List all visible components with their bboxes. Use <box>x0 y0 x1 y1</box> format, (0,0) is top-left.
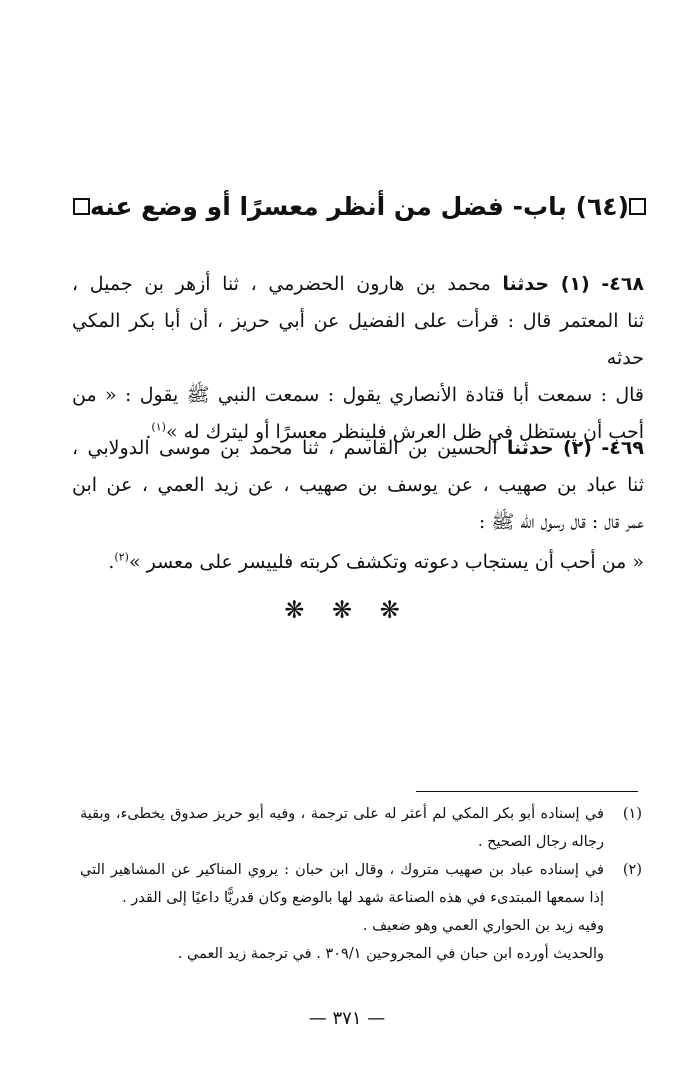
hadith-468-line-1-text: محمد بن هارون الحضرمي ، ثنا أزهر بن جميل ، <box>72 273 491 295</box>
heading-box-right-icon <box>629 198 646 215</box>
hadith-468-number: ٤٦٨- <box>601 273 645 295</box>
hadith-469-quote-line: « من أحب أن يستجاب دعوته وتكشف كربته فلييسر على معسر »$^{(٢)}$. <box>108 550 644 573</box>
hadith-469-line-1-text: الحسين بن القاسم ، ثنا محمد بن موسى الدولابي ، <box>72 437 498 459</box>
hadith-469-number: ٤٦٩- <box>601 437 645 459</box>
hadith-468-lead: حدثنا <box>502 273 550 295</box>
page-number: — ٣٧١ — <box>308 1008 386 1029</box>
hadith-469-line-3: عمر قال : قال رسول الله ﷺ : <box>478 511 644 533</box>
chapter-title <box>90 192 629 221</box>
section-ornament-icon: ❋ ❋ ❋ <box>284 596 410 624</box>
footnotes <box>80 800 642 968</box>
hadith-469-quote-text: « من أحب أن يستجاب دعوته وتكشف كربته فلييسر على معسر » <box>128 551 644 573</box>
hadith-468-line-2: ثنا المعتمر قال : قرأت على الفضيل عن أبي حريز ، أن أبا بكر المكي حدثه <box>72 310 644 369</box>
footnote-1-line-1: في إسناده أبو بكر المكي لم أعثر له على ترجمة ، وفيه أبو حريز صدوق يخطىء، وبقية <box>80 806 604 822</box>
hadith-469-sub-number: (٢) <box>562 437 592 459</box>
footnote-2-number: (٢) <box>622 862 642 878</box>
hadith-468 <box>72 266 644 451</box>
hadith-468-line-1 <box>72 266 644 303</box>
footnote-1-number: (١) <box>622 806 642 822</box>
footnote-1 <box>80 800 642 856</box>
footnote-2-line-4: والحديث أورده ابن حبان في المجروحين ٣٠٩/١ . في ترجمة زيد العمي . <box>177 946 604 962</box>
hadith-469 <box>72 430 644 541</box>
hadith-468-footnote-ref: (١) <box>151 420 166 434</box>
footnote-2-line-2: إذا سمعها المبتدىء في هذه الصناعة شهد لها بالوضع وكان قدريًّا داعيًا إلى القدر . <box>122 890 604 906</box>
chapter-number: (٦٤) <box>575 191 629 221</box>
hadith-469-footnote-ref: (٢) <box>114 550 129 564</box>
footnote-1-body <box>80 800 604 856</box>
hadith-469-line-1 <box>72 430 644 467</box>
hadith-468-sub-number: (١) <box>560 273 590 295</box>
hadith-468-line-3: قال : سمعت أبا قتادة الأنصاري يقول : سمعت النبي ﷺ يقول : « من <box>72 384 644 406</box>
footnote-2-line-3: وفيه زيد بن الحواري العمي وهو ضعيف . <box>362 918 604 934</box>
footnote-separator <box>416 791 638 792</box>
hadith-469-quote <box>72 544 644 581</box>
footnote-1-line-2: رجاله رجال الصحيح . <box>477 834 604 850</box>
hadith-468-line-4-text: أحب أن يستظل في ظل العرش فلينظر معسرًا أو ليترك له » <box>165 421 644 443</box>
chapter-title-text: باب- فضل من أنظر معسرًا أو وضع عنه <box>90 191 567 221</box>
footnote-2-line-1: في إسناده عباد بن صهيب متروك ، وقال ابن حبان : يروي المناكير عن المشاهير التي <box>80 862 604 878</box>
hadith-469-line-2: ثنا عباد بن صهيب ، عن يوسف بن صهيب ، عن زيد العمي ، عن ابن <box>72 474 644 496</box>
footnote-2-body <box>80 856 604 968</box>
hadith-469-lead: حدثنا <box>506 437 554 459</box>
heading-box-left-icon <box>73 198 90 215</box>
footnote-2 <box>80 856 642 968</box>
hadith-468-line-4: أحب أن يستظل في ظل العرش فلينظر معسرًا أو ليترك له »$^{(١)}$. <box>145 420 644 443</box>
chapter-heading <box>86 184 646 228</box>
